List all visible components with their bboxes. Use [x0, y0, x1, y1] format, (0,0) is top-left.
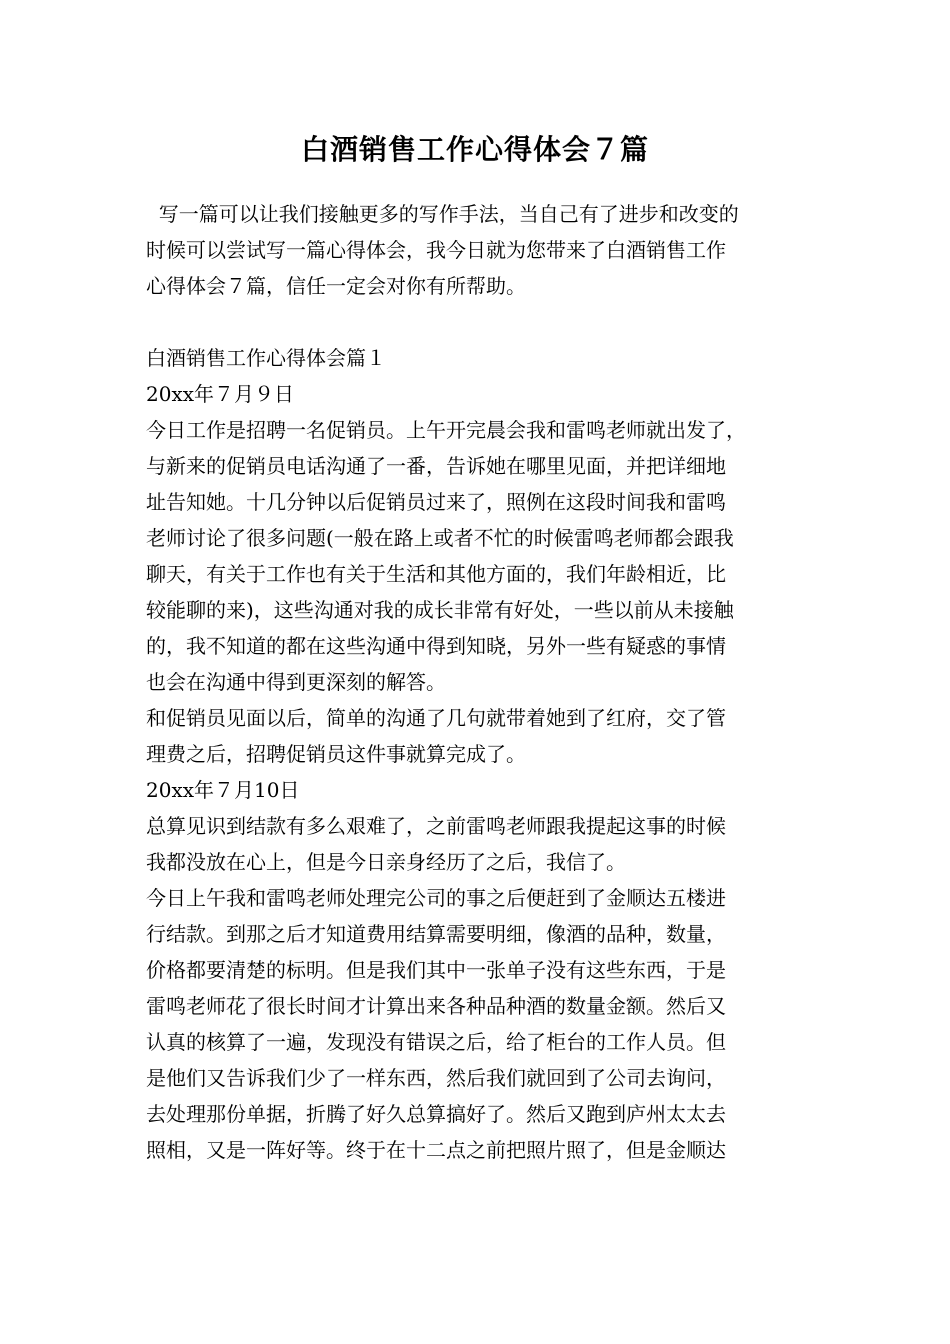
text-line: 总算见识到结款有多么艰难了，之前雷鸣老师跟我提起这事的时候 — [146, 814, 726, 838]
text-line: 较能聊的来)，这些沟通对我的成长非常有好处，一些以前从未接触 — [146, 598, 734, 622]
text-line: 今日工作是招聘一名促销员。上午开完晨会我和雷鸣老师就出发了， — [146, 418, 746, 442]
document-title: 白酒销售工作心得体会７篇 — [300, 133, 649, 166]
text-line: 我都没放在心上，但是今日亲身经历了之后，我信了。 — [146, 850, 626, 874]
text-line: 时候可以尝试写一篇心得体会，我今日就为您带来了白酒销售工作 — [146, 238, 726, 262]
text-line: 今日上午我和雷鸣老师处理完公司的事之后便赶到了金顺达五楼进 — [146, 886, 726, 910]
text-line: 雷鸣老师花了很长时间才计算出来各种品种酒的数量金额。然后又 — [146, 994, 726, 1018]
paragraph — [146, 880, 816, 1168]
text-line: 的，我不知道的都在这些沟通中得到知晓，另外一些有疑惑的事情 — [146, 634, 726, 658]
text-line: 写一篇可以让我们接触更多的写作手法，当自己有了进步和改变的 — [146, 202, 739, 226]
text-line: 与新来的促销员电话沟通了一番，告诉她在哪里见面，并把详细地 — [146, 454, 726, 478]
text-line: 和促销员见面以后，简单的沟通了几句就带着她到了红府，交了管 — [146, 706, 726, 730]
text-line: 也会在沟通中得到更深刻的解答。 — [146, 670, 446, 694]
text-line: 老师讨论了很多问题(一般在路上或者不忙的时候雷鸣老师都会跟我 — [146, 526, 734, 550]
paragraph-gap — [146, 304, 816, 340]
paragraph — [146, 412, 816, 700]
document-body — [146, 196, 816, 1168]
text-line: 理费之后，招聘促销员这件事就算完成了。 — [146, 742, 526, 766]
text-line: 聊天，有关于工作也有关于生活和其他方面的，我们年龄相近，比 — [146, 562, 726, 586]
text-line: 去处理那份单据，折腾了好久总算搞好了。然后又跑到庐州太太去 — [146, 1102, 726, 1126]
text-line: 址告知她。十几分钟以后促销员过来了，照例在这段时间我和雷鸣 — [146, 490, 726, 514]
text-line: 认真的核算了一遍，发现没有错误之后，给了柜台的工作人员。但 — [146, 1030, 726, 1054]
intro-paragraph — [146, 196, 816, 304]
text-line: 价格都要清楚的标明。但是我们其中一张单子没有这些东西，于是 — [146, 958, 726, 982]
entry-date: 20xx年７月９日 — [146, 382, 295, 406]
text-line: 行结款。到那之后才知道费用结算需要明细，像酒的品种，数量， — [146, 922, 726, 946]
text-line: 照相，又是一阵好等。终于在十二点之前把照片照了，但是金顺达 — [146, 1138, 726, 1162]
text-line: 是他们又告诉我们少了一样东西，然后我们就回到了公司去询问， — [146, 1066, 726, 1090]
text-line: 心得体会７篇，信任一定会对你有所帮助。 — [146, 274, 526, 298]
entry-date: 20xx年７月10日 — [146, 778, 300, 802]
section-heading: 白酒销售工作心得体会篇１ — [146, 346, 386, 370]
paragraph — [146, 808, 816, 880]
paragraph — [146, 700, 816, 772]
